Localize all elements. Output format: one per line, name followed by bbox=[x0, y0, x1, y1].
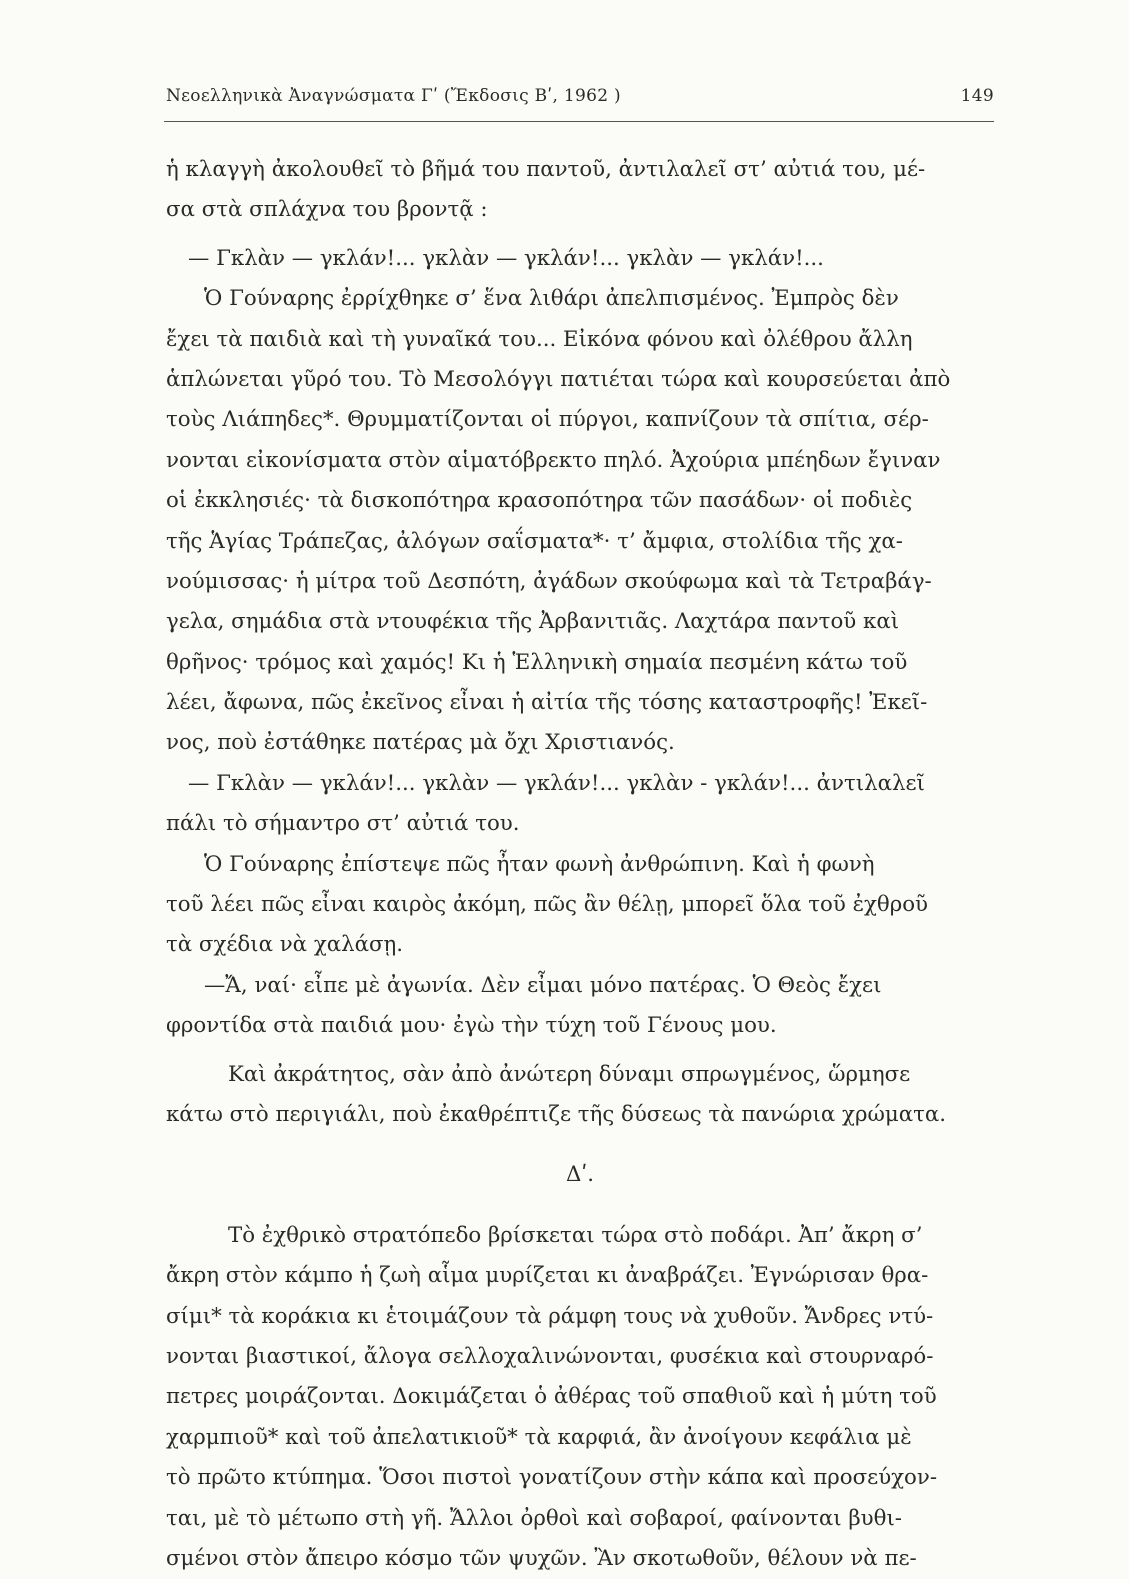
text-line bbox=[166, 190, 994, 230]
line-text: τὰ σχέδια νὰ χαλάσῃ. bbox=[166, 932, 404, 958]
text-line bbox=[166, 1297, 994, 1337]
text-line bbox=[166, 925, 994, 965]
text-line bbox=[166, 1216, 994, 1256]
text-line bbox=[166, 1458, 994, 1498]
text-line bbox=[166, 1006, 994, 1046]
text-line bbox=[166, 885, 994, 925]
line-text: φροντίδα στὰ παιδιά μου· ἐγὼ τὴν τύχη τοῦ Γένους μου. bbox=[166, 1013, 777, 1039]
text-line bbox=[166, 1539, 994, 1579]
line-text: τοὺς Λιάπηδες*. Θρυμματίζονται οἱ πύργοι, καπνίζουν τὰ σπίτια, σέρ- bbox=[166, 407, 929, 433]
line-text: Τὸ ἐχθρικὸ στρατόπεδο βρίσκεται τώρα στὸ ποδάρι. Ἀπ’ ἄκρη σ’ bbox=[228, 1222, 923, 1248]
text-line bbox=[166, 683, 994, 723]
line-text: —Ἄ, ναί· εἶπε μὲ ἀγωνία. Δὲν εἶμαι μόνο πατέρας. Ὁ Θεὸς ἔχει bbox=[204, 972, 882, 998]
line-text: Ὁ Γούναρης ἐρρίχθηκε σ’ ἕνα λιθάρι ἀπελπισμένος. Ἐμπρὸς δὲν bbox=[204, 286, 899, 312]
line-text: σα στὰ σπλάχνα του βροντᾷ : bbox=[166, 197, 488, 223]
line-text: νούμισσας· ἡ μίτρα τοῦ Δεσπότη, ἀγάδων σκούφωμα καὶ τὰ Τετραβάγ- bbox=[166, 568, 932, 594]
line-text: θρῆνος· τρόμος καὶ χαμός! Κι ἡ Ἑλληνικὴ σημαία πεσμένη κάτω τοῦ bbox=[166, 649, 908, 675]
text-line bbox=[166, 481, 994, 521]
text-line bbox=[166, 150, 994, 190]
text-line bbox=[166, 1095, 994, 1135]
text-line bbox=[166, 804, 994, 844]
header-rule bbox=[164, 121, 994, 122]
line-text: Ὁ Γούναρης ἐπίστεψε πῶς ἦταν φωνὴ ἀνθρώπινη. Καὶ ἡ φωνὴ bbox=[204, 851, 875, 877]
text-line bbox=[166, 360, 994, 400]
text-line bbox=[166, 723, 994, 763]
text-line bbox=[166, 1499, 994, 1539]
text-line bbox=[166, 845, 994, 885]
line-text: πάλι τὸ σήμαντρο στ’ αὐτιά του. bbox=[166, 811, 520, 837]
line-text: Καὶ ἀκράτητος, σὰν ἀπὸ ἀνώτερη δύναμι σπρωγμένος, ὥρμησε bbox=[228, 1061, 911, 1087]
text-line bbox=[166, 400, 994, 440]
text-line bbox=[166, 562, 994, 602]
line-text: γελα, σημάδια στὰ ντουφέκια τῆς Ἀρβανιτιᾶς. Λαχτάρα παντοῦ καὶ bbox=[166, 609, 900, 635]
text-line bbox=[166, 966, 994, 1006]
text-line bbox=[166, 239, 994, 279]
line-text: σμένοι στὸν ἄπειρο κόσμο τῶν ψυχῶν. Ἂν σκοτωθοῦν, θέλουν νὰ πε- bbox=[166, 1545, 917, 1571]
line-text: τὸ πρῶτο κτύπημα. Ὅσοι πιστοὶ γονατίζουν στὴν κάπα καὶ προσεύχον- bbox=[166, 1465, 938, 1491]
line-text: ἔχει τὰ παιδιὰ καὶ τὴ γυναῖκά του... Εἰκόνα φόνου καὶ ὀλέθρου ἄλλη bbox=[166, 326, 913, 352]
line-text: — Γκλὰν — γκλάν!... γκλὰν — γκλάν!... γκλὰν — γκλάν!... bbox=[188, 245, 824, 271]
section-heading: Δʹ. bbox=[566, 1162, 595, 1188]
line-text: ἄκρη στὸν κάμπο ἡ ζωὴ αἷμα μυρίζεται κι ἀναβράζει. Ἐγνώρισαν θρα- bbox=[166, 1263, 929, 1289]
line-text: κάτω στὸ περιγιάλι, ποὺ ἐκαθρέπτιζε τῆς δύσεως τὰ πανώρια χρώματα. bbox=[166, 1101, 947, 1127]
line-text: χαρμπιοῦ* καὶ τοῦ ἀπελατικιοῦ* τὰ καρφιά, ἂν ἀνοίγουν κεφάλια μὲ bbox=[166, 1424, 912, 1450]
text-line bbox=[166, 320, 994, 360]
page-number: 149 bbox=[960, 86, 994, 106]
line-text: τοῦ λέει πῶς εἶναι καιρὸς ἀκόμη, πῶς ἂν θέλῃ, μπορεῖ ὅλα τοῦ ἐχθροῦ bbox=[166, 892, 929, 918]
text-line bbox=[166, 279, 994, 319]
text-line bbox=[166, 441, 994, 481]
text-line bbox=[166, 1256, 994, 1296]
text-line bbox=[166, 764, 994, 804]
line-text: λέει, ἄφωνα, πῶς ἐκεῖνος εἶναι ἡ αἰτία τῆς τόσης καταστροφῆς! Ἐκεῖ- bbox=[166, 690, 928, 716]
line-text: πετρες μοιράζονται. Δοκιμάζεται ὁ ἀθέρας τοῦ σπαθιοῦ καὶ ἡ μύτη τοῦ bbox=[166, 1384, 937, 1410]
line-text: ἡ κλαγγὴ ἀκολουθεῖ τὸ βῆμά του παντοῦ, ἀντιλαλεῖ στ’ αὐτιά του, μέ- bbox=[166, 157, 926, 182]
line-text: τῆς Ἁγίας Τράπεζας, ἀλόγων σαΐσματα*· τ’ ἄμφια, στολίδια τῆς χα- bbox=[166, 528, 903, 554]
text-body bbox=[166, 150, 994, 1579]
line-text: νος, ποὺ ἐστάθηκε πατέρας μὰ ὄχι Χριστιανός. bbox=[166, 730, 675, 756]
line-text: ἁπλώνεται γῦρό του. Τὸ Μεσολόγγι πατιέται τώρα καὶ κουρσεύεται ἀπὸ bbox=[166, 366, 951, 392]
line-text: νονται εἰκονίσματα στὸν αἱματόβρεκτο πηλό. Ἀχούρια μπέηδων ἔγιναν bbox=[166, 447, 941, 473]
text-line bbox=[166, 1377, 994, 1417]
running-title: Νεοελληνικὰ Ἀναγνώσματα Γʹ (Ἔκδοσις Βʹ, 1962 ) bbox=[166, 86, 621, 106]
line-text: — Γκλὰν — γκλάν!... γκλὰν — γκλάν!... γκλὰν - γκλάν!... ἀντιλαλεῖ bbox=[188, 770, 925, 796]
text-line bbox=[166, 522, 994, 562]
line-text: ται, μὲ τὸ μέτωπο στὴ γῆ. Ἄλλοι ὀρθοὶ καὶ σοβαροί, φαίνονται βυθι- bbox=[166, 1505, 902, 1531]
text-line bbox=[166, 1418, 994, 1458]
line-text: οἱ ἐκκλησιές· τὰ δισκοπότηρα κρασοπότηρα τῶν πασάδων· οἱ ποδιὲς bbox=[166, 488, 913, 514]
text-line bbox=[166, 1055, 994, 1095]
line-text: νονται βιαστικοί, ἄλογα σελλοχαλινώνονται, φυσέκια καὶ στουρναρό- bbox=[166, 1343, 934, 1369]
line-text: σίμι* τὰ κοράκια κι ἑτοιμάζουν τὰ ράμφη τους νὰ χυθοῦν. Ἄνδρες ντύ- bbox=[166, 1303, 934, 1329]
text-line bbox=[166, 643, 994, 683]
text-line bbox=[166, 1337, 994, 1377]
text-line bbox=[166, 602, 994, 642]
running-header bbox=[166, 86, 994, 116]
